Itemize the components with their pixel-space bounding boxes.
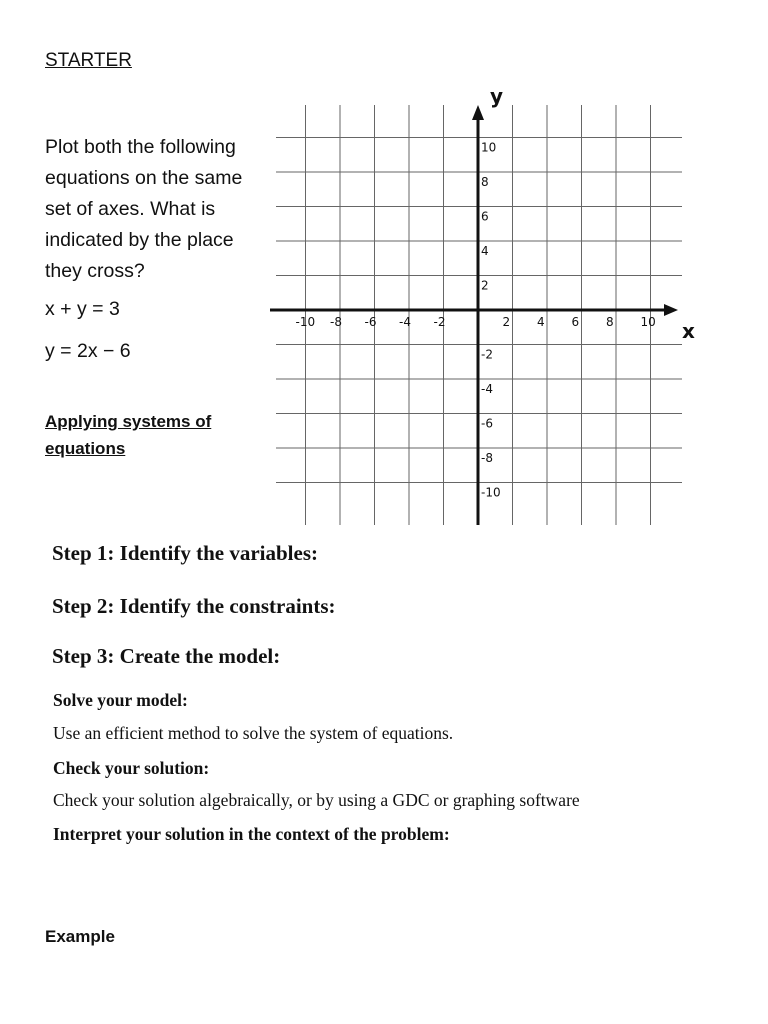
x-tick-label: -6 [364, 315, 377, 329]
applying-heading: Applying systems of equations [45, 412, 212, 458]
solve-heading: Solve your model: [53, 690, 188, 710]
x-tick-label: -10 [295, 315, 316, 329]
y-tick-label: 10 [481, 140, 497, 155]
y-tick-label: 4 [481, 244, 489, 258]
x-axis-label: x [682, 319, 695, 343]
y-tick-label: 6 [481, 209, 489, 224]
tick-labels [296, 141, 656, 500]
y-tick-label: -4 [481, 382, 493, 396]
x-tick-label: 2 [502, 315, 511, 329]
check-heading: Check your solution: [53, 758, 210, 778]
starter-heading: STARTER [45, 50, 132, 71]
x-tick-label: -4 [399, 315, 411, 329]
x-tick-label: 10 [640, 315, 656, 329]
equation-1: x + y = 3 [45, 298, 120, 320]
y-axis-label: y [490, 85, 504, 108]
starter-prompt: Plot both the following equations on the same set of axes. What is indicated by the place they cross? [45, 136, 243, 282]
y-tick-label: 2 [481, 278, 489, 293]
x-tick-label: -8 [330, 315, 342, 329]
step-2: Step 2: Identify the constraints: [52, 594, 336, 618]
x-tick-label: 6 [571, 315, 580, 329]
y-axis-arrow [472, 105, 484, 120]
step-1: Step 1: Identify the variables: [52, 541, 318, 565]
interpret-heading: Interpret your solution in the context of the problem: [53, 824, 450, 844]
x-tick-label: 8 [606, 315, 614, 329]
equation-2: y = 2x − 6 [45, 340, 131, 362]
y-tick-label: -6 [481, 416, 493, 431]
x-tick-label: 4 [537, 315, 545, 329]
y-tick-label: -2 [481, 347, 493, 362]
y-tick-label: -10 [481, 485, 501, 500]
x-axis-arrow [664, 304, 678, 316]
x-tick-label: -2 [433, 315, 446, 329]
y-tick-label: 8 [481, 175, 489, 189]
solve-text: Use an efficient method to solve the system of equations. [53, 723, 454, 743]
check-text: Check your solution algebraically, or by using a GDC or graphing software [53, 790, 580, 810]
example-heading: Example [45, 927, 115, 946]
coordinate-grid [270, 85, 700, 530]
step-3: Step 3: Create the model: [52, 644, 281, 668]
y-tick-label: -8 [481, 451, 493, 465]
